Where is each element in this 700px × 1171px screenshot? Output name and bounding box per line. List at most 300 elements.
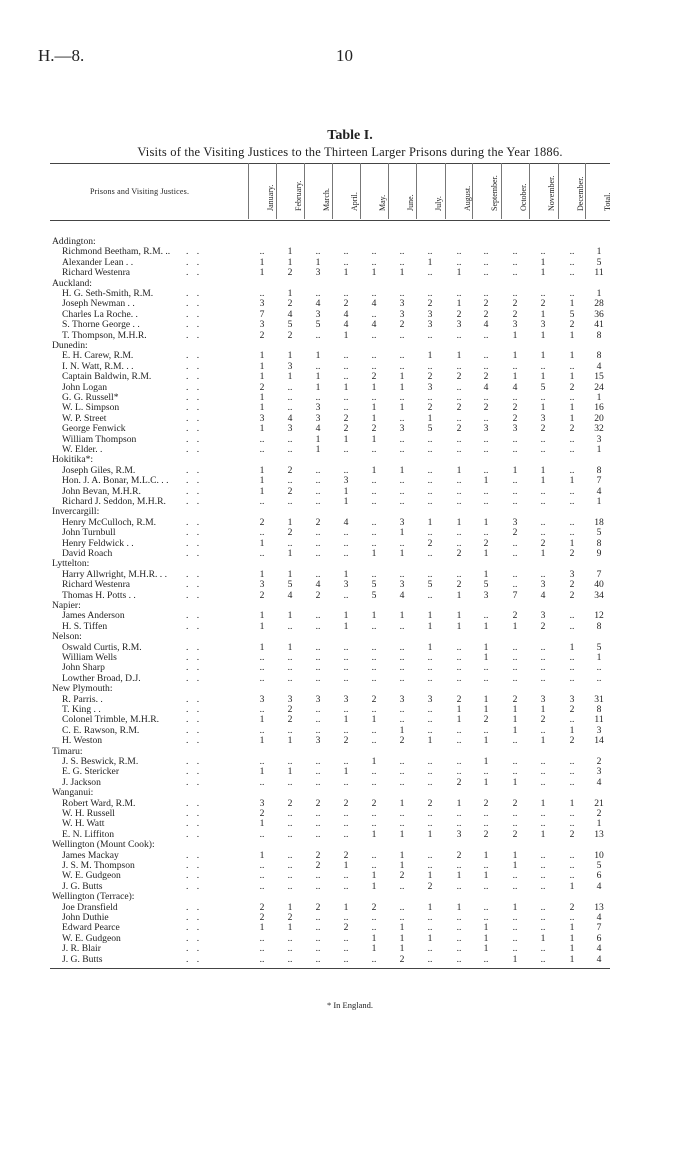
justice-name: H. S. Tiffen — [62, 620, 108, 632]
month-cell: 1 — [427, 412, 433, 424]
justice-name: W. P. Street — [62, 412, 107, 424]
month-cell: .. — [343, 953, 349, 965]
month-cell: 1 — [399, 402, 405, 414]
justice-name: C. E. Rawson, R.M. — [62, 724, 140, 736]
prison-group-row — [0, 787, 700, 798]
prison-group-row — [0, 839, 700, 850]
month-cell: .. — [343, 360, 349, 372]
month-cell: .. — [483, 880, 489, 892]
month-cell: 1 — [569, 402, 575, 414]
month-cell: .. — [483, 360, 489, 372]
month-cell: .. — [483, 444, 489, 455]
month-cell: 1 — [512, 776, 518, 788]
total-cell: 40 — [594, 579, 604, 591]
month-cell: .. — [456, 652, 462, 663]
total-cell: 11 — [594, 714, 604, 726]
month-cell: 1 — [399, 860, 405, 871]
month-cell: .. — [427, 953, 433, 965]
dot-leader: . . — [186, 537, 203, 549]
month-cell: .. — [287, 620, 293, 632]
month-cell: .. — [512, 444, 518, 455]
total-cell: 4 — [596, 360, 602, 372]
month-cell: .. — [540, 756, 546, 767]
month-cell: 2 — [540, 423, 546, 435]
month-cell: 1 — [569, 537, 575, 549]
month-cell: .. — [399, 485, 405, 497]
month-cell: 3 — [540, 693, 546, 705]
month-cell: 1 — [371, 880, 377, 892]
month-cell: 1 — [399, 548, 405, 559]
month-cell: 1 — [371, 402, 377, 414]
justice-name: T. King . . — [62, 704, 101, 715]
month-header: Total. — [603, 192, 612, 211]
month-cell: 3 — [399, 308, 405, 320]
month-cell: .. — [427, 464, 433, 476]
month-cell: 1 — [483, 516, 489, 528]
dot-leader: . . — [186, 943, 203, 955]
month-cell: 1 — [259, 620, 265, 632]
justice-name: W. Elder. . — [62, 444, 103, 455]
month-header: December. — [576, 176, 585, 211]
dot-leader: . . — [186, 704, 203, 715]
month-cell: .. — [569, 849, 575, 861]
month-cell: .. — [315, 724, 321, 736]
month-cell: 2 — [315, 860, 321, 871]
month-cell: .. — [427, 392, 433, 403]
month-cell: .. — [315, 912, 321, 923]
month-cell: .. — [427, 433, 433, 445]
month-cell: 3 — [287, 423, 293, 435]
month-cell: .. — [399, 808, 405, 819]
month-cell: .. — [287, 672, 293, 684]
total-cell: 32 — [594, 423, 604, 435]
month-cell: 1 — [512, 464, 518, 476]
month-cell: 1 — [540, 548, 546, 559]
month-cell: .. — [371, 849, 377, 861]
total-cell: 6 — [596, 870, 602, 882]
month-cell: .. — [343, 371, 349, 383]
month-cell: 1 — [456, 620, 462, 632]
justice-name: J. G. Butts — [62, 953, 103, 965]
month-cell: .. — [483, 766, 489, 778]
month-cell: 1 — [259, 568, 265, 580]
justice-row — [0, 413, 700, 424]
month-cell: .. — [343, 392, 349, 403]
month-cell: 2 — [512, 308, 518, 320]
month-cell: .. — [483, 808, 489, 819]
justice-name: W. L. Simpson — [62, 402, 120, 414]
month-cell: .. — [456, 943, 462, 955]
month-cell: 1 — [540, 350, 546, 362]
month-cell: 1 — [343, 329, 349, 341]
month-cell: .. — [427, 527, 433, 539]
month-cell: .. — [399, 756, 405, 767]
justice-row — [0, 319, 700, 330]
month-cell: 2 — [259, 808, 265, 819]
justice-name: H. Weston — [62, 735, 103, 747]
prison-name: Wellington (Mount Cook): — [52, 839, 155, 851]
month-cell: 3 — [259, 693, 265, 705]
column-divider — [304, 163, 305, 219]
dot-leader: . . — [186, 464, 203, 476]
justice-name: J. R. Blair — [62, 943, 101, 955]
month-cell: .. — [343, 246, 349, 258]
month-cell: .. — [540, 568, 546, 580]
month-cell: 3 — [315, 693, 321, 705]
month-cell: .. — [343, 288, 349, 299]
month-cell: 4 — [512, 381, 518, 393]
month-cell: 1 — [540, 402, 546, 414]
column-divider — [360, 163, 361, 219]
month-cell: 2 — [483, 371, 489, 383]
month-cell: 1 — [512, 901, 518, 913]
justice-name: William Wells — [62, 652, 117, 663]
justice-row — [0, 444, 700, 455]
month-cell: 1 — [483, 693, 489, 705]
dot-leader: . . — [186, 444, 203, 455]
month-cell: .. — [569, 516, 575, 528]
month-cell: .. — [315, 464, 321, 476]
month-cell: 1 — [287, 610, 293, 622]
justice-name: Henry Feldwick . . — [62, 537, 134, 549]
dot-leader: . . — [186, 298, 203, 310]
dot-leader: . . — [186, 672, 203, 684]
month-cell: .. — [569, 464, 575, 476]
month-cell: .. — [371, 704, 377, 715]
month-cell: .. — [512, 652, 518, 663]
month-cell: .. — [343, 652, 349, 663]
month-cell: 1 — [371, 267, 377, 279]
justice-name: Captain Baldwin, R.M. — [62, 371, 152, 383]
month-cell: 1 — [343, 610, 349, 622]
dot-leader: . . — [186, 849, 203, 861]
month-cell: .. — [512, 912, 518, 923]
prison-group-row — [0, 891, 700, 902]
month-cell: .. — [456, 496, 462, 507]
month-cell: .. — [399, 880, 405, 892]
month-cell: 1 — [259, 641, 265, 653]
month-cell: 2 — [456, 776, 462, 788]
total-cell: 41 — [594, 319, 604, 331]
prison-name: Lyttelton: — [52, 558, 90, 570]
month-cell: .. — [399, 766, 405, 778]
month-cell: .. — [569, 912, 575, 923]
month-cell: 5 — [569, 308, 575, 320]
dot-leader: . . — [186, 475, 203, 487]
dot-leader: . . — [186, 922, 203, 934]
justice-row — [0, 808, 700, 819]
month-cell: 1 — [259, 922, 265, 934]
month-cell: 1 — [540, 464, 546, 476]
month-cell: .. — [371, 953, 377, 965]
month-cell: .. — [483, 818, 489, 830]
month-cell: 1 — [427, 932, 433, 944]
month-cell: .. — [399, 776, 405, 788]
month-cell: 3 — [315, 412, 321, 424]
month-cell: .. — [483, 392, 489, 403]
justice-row — [0, 579, 700, 590]
month-cell: .. — [512, 246, 518, 258]
month-cell: .. — [371, 860, 377, 871]
month-cell: 1 — [259, 350, 265, 362]
month-cell: .. — [569, 620, 575, 632]
month-cell: .. — [287, 860, 293, 871]
month-cell: 2 — [483, 537, 489, 549]
justice-name: J. Jackson — [62, 776, 101, 788]
dot-leader: . . — [186, 735, 203, 747]
month-cell: .. — [540, 953, 546, 965]
month-cell: .. — [569, 527, 575, 539]
month-cell: .. — [399, 620, 405, 632]
dot-leader: . . — [186, 360, 203, 372]
month-cell: .. — [315, 475, 321, 487]
month-cell: 2 — [512, 402, 518, 414]
justice-row — [0, 704, 700, 715]
month-cell: 5 — [371, 589, 377, 601]
month-cell: 2 — [343, 412, 349, 424]
month-cell: 3 — [427, 693, 433, 705]
month-cell: 2 — [287, 797, 293, 809]
month-cell: 2 — [569, 579, 575, 591]
total-cell: 16 — [594, 402, 604, 414]
month-cell: .. — [343, 880, 349, 892]
month-cell: .. — [399, 288, 405, 299]
justice-name: John Duthie — [62, 912, 109, 923]
month-cell: .. — [512, 360, 518, 372]
month-cell: .. — [315, 527, 321, 539]
month-cell: .. — [259, 246, 265, 258]
month-cell: 1 — [456, 464, 462, 476]
justice-name: Richard Westenra — [62, 579, 131, 591]
month-cell: 1 — [427, 735, 433, 747]
month-cell: 1 — [287, 516, 293, 528]
justice-name: G. G. Russell* — [62, 392, 119, 403]
justice-row — [0, 569, 700, 580]
month-cell: 2 — [287, 704, 293, 715]
month-cell: .. — [456, 735, 462, 747]
dot-leader: . . — [186, 496, 203, 507]
month-cell: .. — [427, 288, 433, 299]
month-cell: .. — [456, 527, 462, 539]
month-cell: .. — [343, 350, 349, 362]
prison-name: Hokitika*: — [52, 454, 94, 466]
total-cell: 1 — [596, 392, 602, 403]
month-cell: .. — [259, 828, 265, 840]
month-cell: .. — [315, 953, 321, 965]
month-cell: 1 — [427, 641, 433, 653]
dot-leader: . . — [186, 828, 203, 840]
total-cell: 5 — [596, 256, 602, 268]
month-cell: .. — [371, 444, 377, 455]
month-cell: 1 — [371, 610, 377, 622]
dot-leader: . . — [186, 693, 203, 705]
month-cell: 3 — [315, 402, 321, 414]
month-cell: 1 — [427, 901, 433, 913]
month-cell: 2 — [371, 371, 377, 383]
total-cell: 28 — [594, 298, 604, 310]
month-cell: 2 — [371, 423, 377, 435]
justice-name: James Anderson — [62, 610, 125, 622]
month-cell: .. — [399, 350, 405, 362]
month-cell: .. — [540, 880, 546, 892]
month-cell: .. — [456, 672, 462, 684]
month-cell: 1 — [259, 267, 265, 279]
month-cell: .. — [371, 776, 377, 788]
month-cell: 3 — [399, 423, 405, 435]
month-cell: 1 — [540, 267, 546, 279]
month-cell: 1 — [371, 433, 377, 445]
table-header-rule — [50, 220, 610, 221]
dot-leader: . . — [186, 880, 203, 892]
month-cell: .. — [343, 256, 349, 268]
month-cell: 1 — [371, 381, 377, 393]
month-cell: .. — [427, 485, 433, 497]
month-cell: .. — [315, 943, 321, 955]
month-cell: .. — [427, 849, 433, 861]
month-cell: .. — [371, 662, 377, 674]
month-cell: .. — [569, 392, 575, 403]
justice-row — [0, 850, 700, 861]
month-cell: .. — [399, 475, 405, 487]
month-cell: .. — [569, 776, 575, 788]
justice-name: John Logan — [62, 381, 108, 393]
month-cell: .. — [427, 652, 433, 663]
dot-leader: . . — [186, 412, 203, 424]
month-cell: .. — [427, 756, 433, 767]
table-top-rule — [50, 163, 610, 164]
month-cell: .. — [569, 246, 575, 258]
month-cell: .. — [343, 756, 349, 767]
month-cell: 2 — [512, 412, 518, 424]
month-cell: 1 — [371, 412, 377, 424]
dot-leader: . . — [186, 766, 203, 778]
month-cell: .. — [427, 329, 433, 341]
month-cell: .. — [371, 912, 377, 923]
month-cell: .. — [483, 724, 489, 736]
month-cell: 1 — [343, 485, 349, 497]
total-cell: 10 — [594, 849, 604, 861]
total-cell: 4 — [596, 953, 602, 965]
month-cell: 3 — [259, 319, 265, 331]
month-cell: .. — [343, 589, 349, 601]
month-cell: 1 — [343, 568, 349, 580]
month-cell: .. — [343, 943, 349, 955]
month-cell: 3 — [540, 579, 546, 591]
month-cell: .. — [456, 662, 462, 674]
month-header: March. — [322, 188, 331, 211]
month-cell: .. — [315, 360, 321, 372]
prison-group-row — [0, 278, 700, 289]
month-cell: 1 — [456, 267, 462, 279]
month-cell: 5 — [287, 579, 293, 591]
justice-name: E. N. Liffiton — [62, 828, 115, 840]
month-cell: .. — [483, 485, 489, 497]
month-cell: 3 — [287, 360, 293, 372]
month-cell: 1 — [427, 350, 433, 362]
month-cell: .. — [315, 329, 321, 341]
month-cell: 2 — [512, 797, 518, 809]
total-cell: 7 — [596, 922, 602, 934]
month-cell: 1 — [483, 641, 489, 653]
justice-row — [0, 423, 700, 434]
month-cell: 5 — [287, 319, 293, 331]
month-cell: .. — [483, 662, 489, 674]
month-cell: .. — [483, 412, 489, 424]
month-cell: .. — [371, 766, 377, 778]
month-cell: .. — [540, 641, 546, 653]
justice-name: J. G. Butts — [62, 880, 103, 892]
month-cell: 2 — [315, 849, 321, 861]
column-divider — [276, 163, 277, 219]
month-cell: 1 — [456, 589, 462, 601]
prison-group-row — [0, 683, 700, 694]
month-cell: .. — [569, 756, 575, 767]
justice-row — [0, 860, 700, 871]
month-cell: 2 — [427, 880, 433, 892]
justice-name: James Mackay — [62, 849, 119, 861]
month-cell: .. — [315, 756, 321, 767]
month-cell: 1 — [540, 932, 546, 944]
month-cell: 2 — [512, 610, 518, 622]
month-cell: .. — [259, 880, 265, 892]
month-cell: .. — [512, 870, 518, 882]
total-cell: .. — [596, 662, 602, 674]
month-cell: 4 — [287, 308, 293, 320]
month-cell: .. — [483, 329, 489, 341]
month-cell: 1 — [287, 766, 293, 778]
justice-name: W. E. Gudgeon — [62, 870, 121, 882]
month-cell: 1 — [540, 475, 546, 487]
month-cell: 1 — [456, 350, 462, 362]
month-cell: 1 — [371, 548, 377, 559]
month-cell: .. — [315, 537, 321, 549]
month-cell: 1 — [371, 870, 377, 882]
month-cell: 4 — [343, 516, 349, 528]
month-cell: .. — [343, 548, 349, 559]
month-cell: 1 — [343, 267, 349, 279]
month-cell: .. — [259, 496, 265, 507]
month-cell: .. — [456, 537, 462, 549]
month-cell: .. — [427, 267, 433, 279]
month-cell: 3 — [427, 319, 433, 331]
month-cell: .. — [569, 267, 575, 279]
dot-leader: . . — [186, 256, 203, 268]
total-cell: 1 — [596, 444, 602, 455]
month-cell: .. — [259, 433, 265, 445]
dot-leader: . . — [186, 776, 203, 788]
month-cell: 2 — [259, 381, 265, 393]
justice-name: Richard Westenra — [62, 267, 131, 279]
month-cell: .. — [343, 818, 349, 830]
month-cell: .. — [259, 548, 265, 559]
total-cell: 3 — [596, 724, 602, 736]
total-cell: 6 — [596, 932, 602, 944]
month-cell: 2 — [427, 402, 433, 414]
month-cell: 1 — [287, 371, 293, 383]
month-cell: 1 — [483, 943, 489, 955]
month-cell: .. — [512, 880, 518, 892]
month-cell: .. — [371, 537, 377, 549]
month-cell: 2 — [427, 371, 433, 383]
month-cell: 1 — [371, 932, 377, 944]
month-cell: .. — [399, 912, 405, 923]
justice-row — [0, 735, 700, 746]
month-cell: 2 — [259, 589, 265, 601]
month-cell: .. — [399, 433, 405, 445]
total-cell: 21 — [594, 797, 604, 809]
month-cell: .. — [343, 912, 349, 923]
month-cell: .. — [540, 527, 546, 539]
